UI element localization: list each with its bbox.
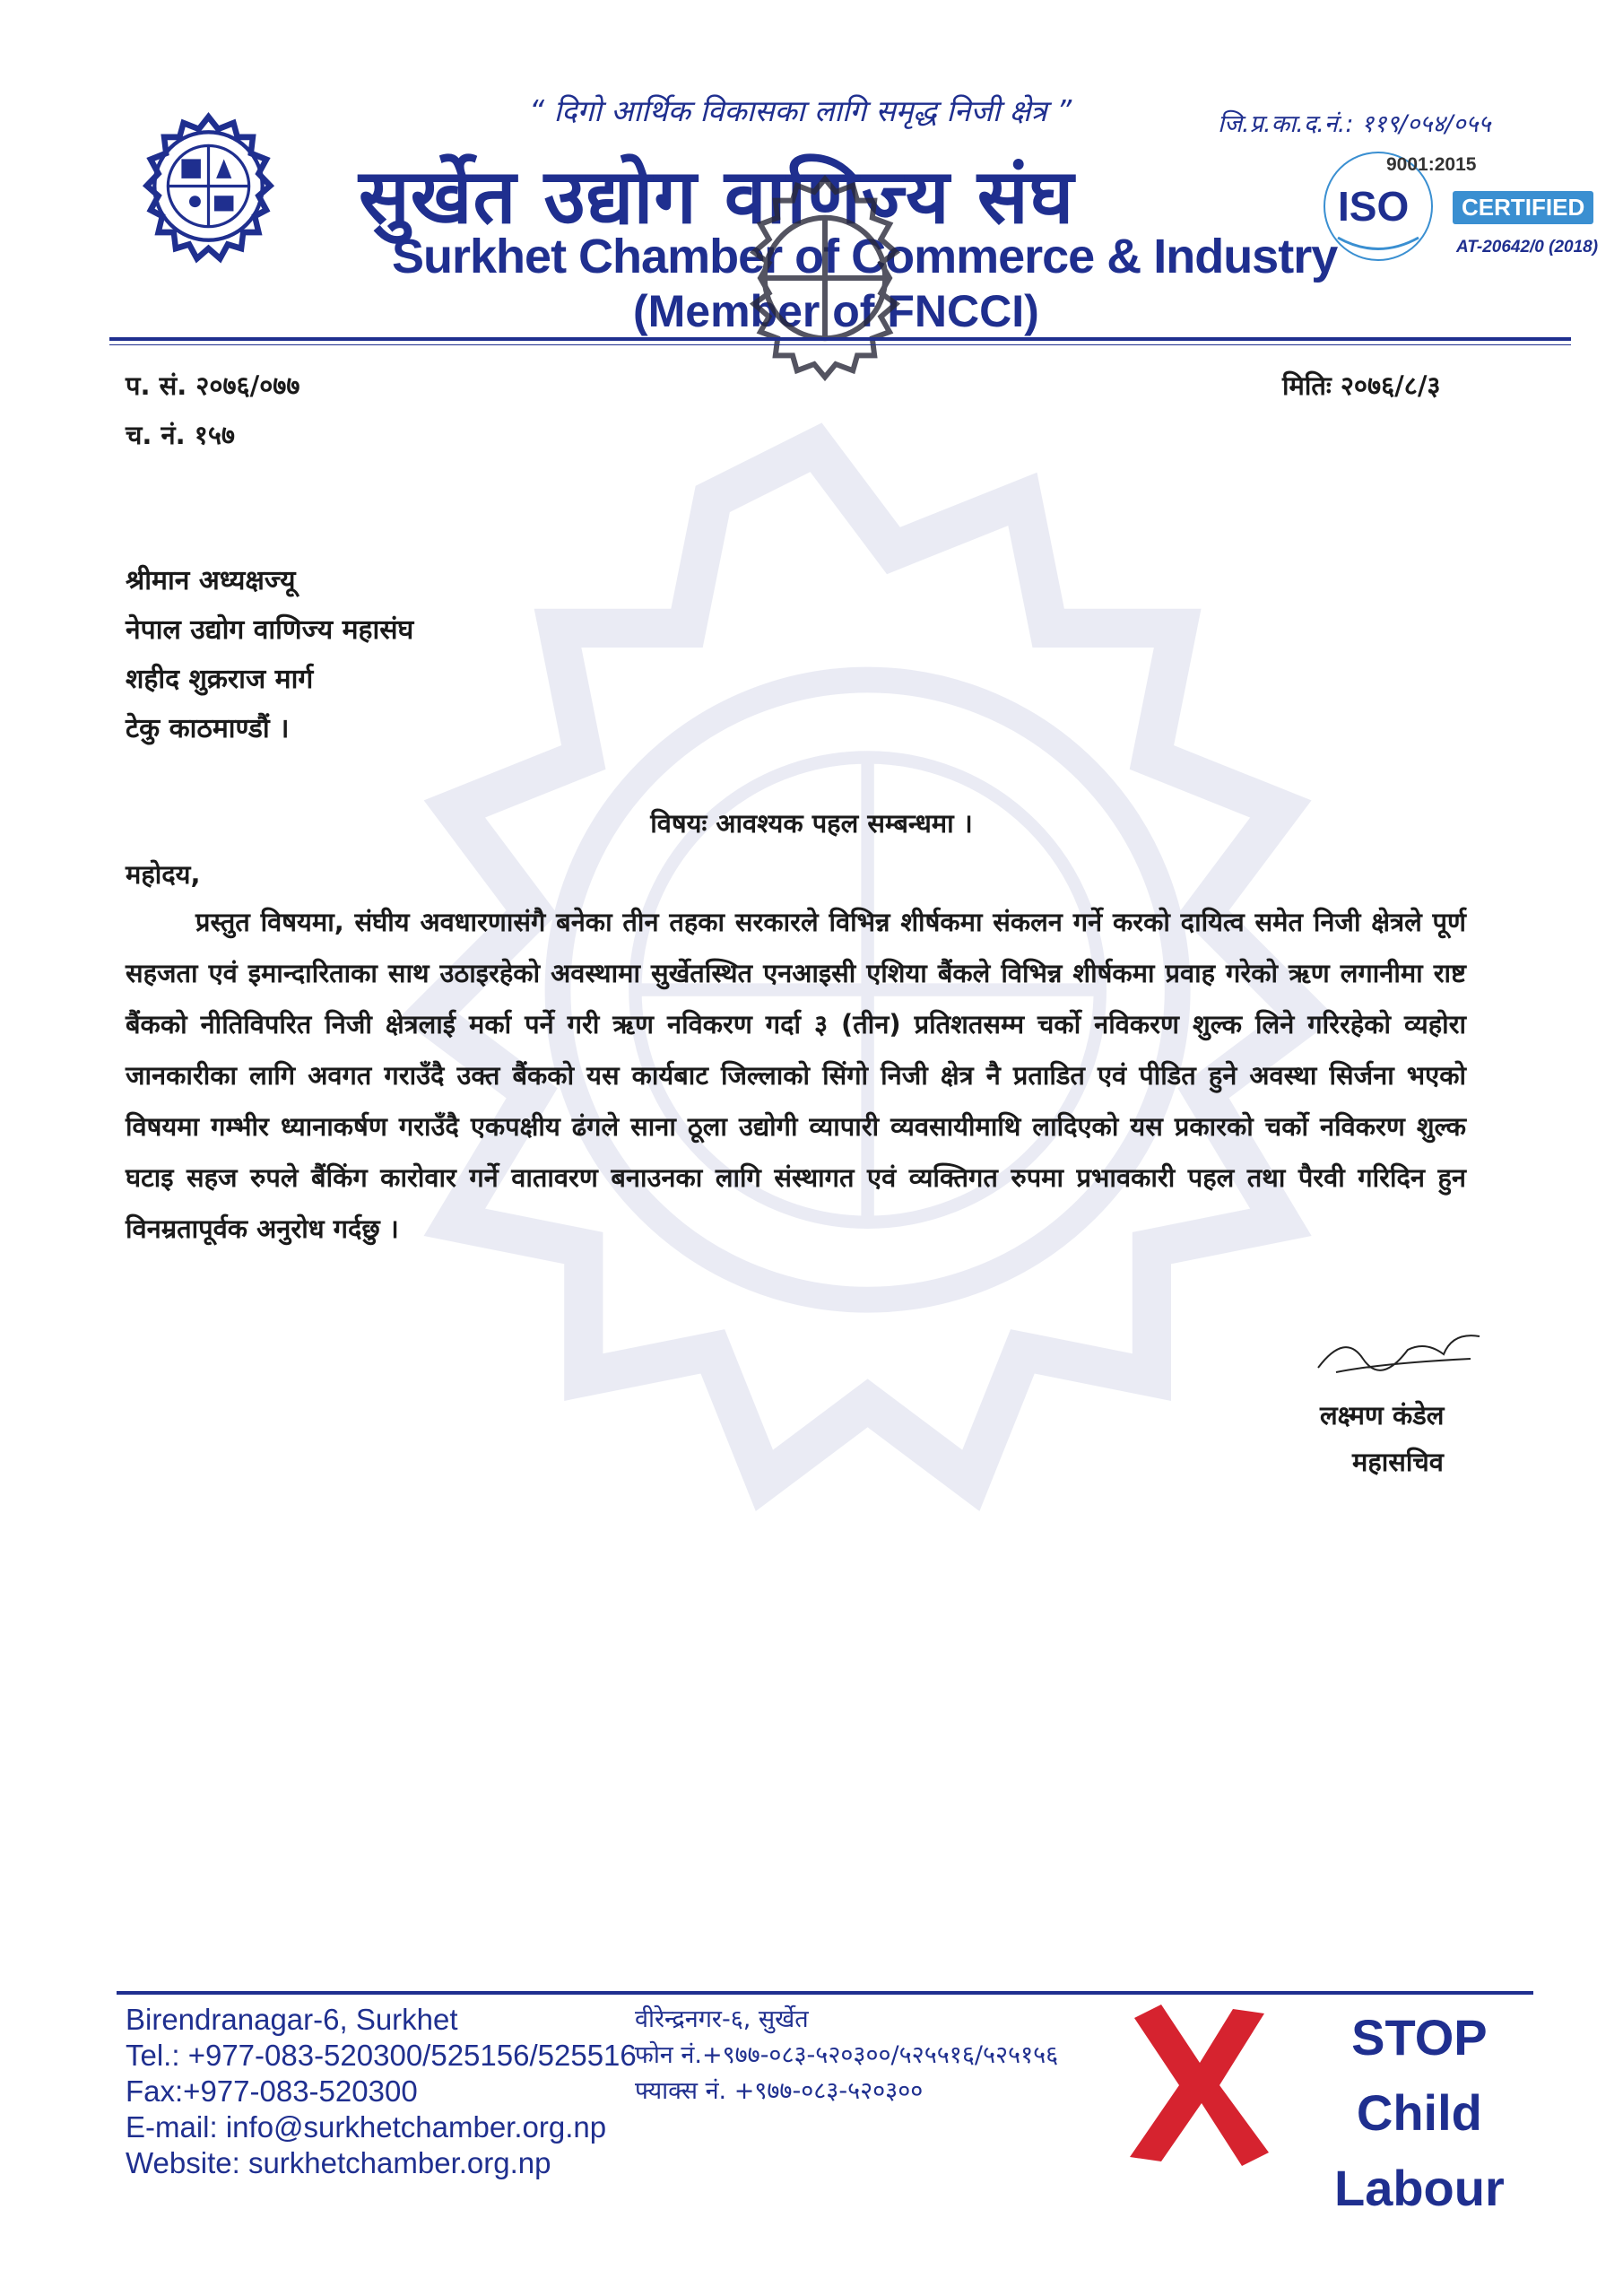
chamber-logo-icon [112,90,305,283]
header-divider-thin [109,344,1571,345]
footer-website: Website: surkhetchamber.org.np [126,2146,551,2179]
footer-phone-np: फोन नं.+९७७-०८३-५२०३००/५२५५१६/५२५१५६ [635,2041,1059,2069]
red-cross-icon [1121,2000,1273,2170]
membership-text: (Member of FNCCI) [633,286,1039,336]
footer-address-np: वीरेन्द्रनगर-६, सुर्खेत [635,2005,809,2033]
tagline: “ दिगो आर्थिक विकासका लागि समृद्ध निजी क्षेत्र ” [529,93,1072,128]
footer-address: Birendranagar-6, Surkhet [126,2003,458,2036]
child-word: Child [1356,2084,1482,2141]
footer-contact-nepali [635,2002,1058,2109]
footer-divider [117,1991,1533,1995]
dispatch-number: च. नं. १५७ [126,420,235,450]
signatory-name: लक्ष्मण कंडेल [1320,1400,1445,1431]
official-stamp-icon [717,170,933,386]
iso-standard: 9001:2015 [1386,154,1477,175]
footer-email: E-mail: info@surkhetchamber.org.np [126,2110,607,2144]
org-name-english: Surkhet Chamber of Commerce & Industry [392,230,1338,283]
footer-contact-english [126,2002,637,2181]
footer-fax: Fax:+977-083-520300 [126,2074,418,2108]
registration-number: जि.प्र.का.द.नं.: ११९/०५४/०५५ [1218,110,1491,138]
svg-text:ISO: ISO [1338,183,1410,230]
stop-child-labour-text [1334,2000,1505,2226]
reference-number: प. सं. २०७६/०७७ [126,370,300,401]
iso-code: AT-20642/0 (2018) [1456,238,1599,257]
recipient-line: शहीद शुक्रराज मार्ग [126,664,314,695]
recipient-line: टेकु काठमाण्डौं । [126,713,290,744]
signature-icon [1309,1314,1488,1386]
footer-fax-np: फ्याक्स नं. +९७७-०८३-५२०३०० [635,2077,924,2105]
letter-date: मितिः २०७६/८/३ [1282,370,1441,401]
org-name-nepali: सुर्खेत उद्योग वाणिज्य संघ [359,152,1075,240]
recipient-line: नेपाल उद्योग वाणिज्य महासंघ [126,614,414,646]
header-divider [109,337,1571,341]
recipient-line: श्रीमान अध्यक्षज्यू [126,565,296,596]
iso-certified-badge: CERTIFIED [1453,191,1593,224]
letter-body: प्रस्तुत विषयमा, संघीय अवधारणासंगै बनेका तीन तहका सरकारले विभिन्न शीर्षकमा संकलन गर्ने करको दायित्व समेत निजी क्षेत्रले पूर्ण सहजता एवं इमान्दारिताका साथ उठाइरहेको अवस्थामा सुर्खेतस्थित एनआइसी एशिया बैंकले विभिन्न शीर्षकमा प्रवाह गरेको ऋण लगानीमा राष्ट बैंकको नीतिविपरित निजी क्षेत्रलाई मर्का पर्ने गरी ऋण नविकरण गर्दा ३ (तीन) प्रतिशतसम्म चर्को नविकरण शुल्क लिने गरिरहेको व्यहोरा जानकारीका लागि अवगत गराउँदै उक्त बैंकको यस कार्यबाट जिल्लाको सिंगो निजी क्षेत्र नै प्रताडित एवं पीडित हुने अवस्था सिर्जना भएको विषयमा गम्भीर ध्यानाकर्षण गराउँदै एकपक्षीय ढंगले साना ठूला उद्योगी व्यापारी व्यवसायीमाथि लादिएको यस प्रकारको चर्को नविकरण शुल्क घटाइ सहज रुपले बैंकिंग कारोवार गर्ने वातावरण बनाउनका लागि संस्थागत एवं व्यक्तिगत रुपमा प्रभावकारी पहल तथा पैरवी गरिदिन हुन विनम्रतापूर्वक अनुरोध गर्दछु । [126,907,1466,1244]
signatory-title: महासचिव [1352,1447,1444,1477]
salutation: महोदय, [126,859,201,890]
stop-word: STOP [1351,2009,1488,2066]
labour-word: Labour [1334,2160,1505,2216]
footer-telephone: Tel.: +977-083-520300/525156/525516 [126,2039,637,2072]
letter-subject: विषयः आवश्यक पहल सम्बन्धमा । [650,808,973,839]
